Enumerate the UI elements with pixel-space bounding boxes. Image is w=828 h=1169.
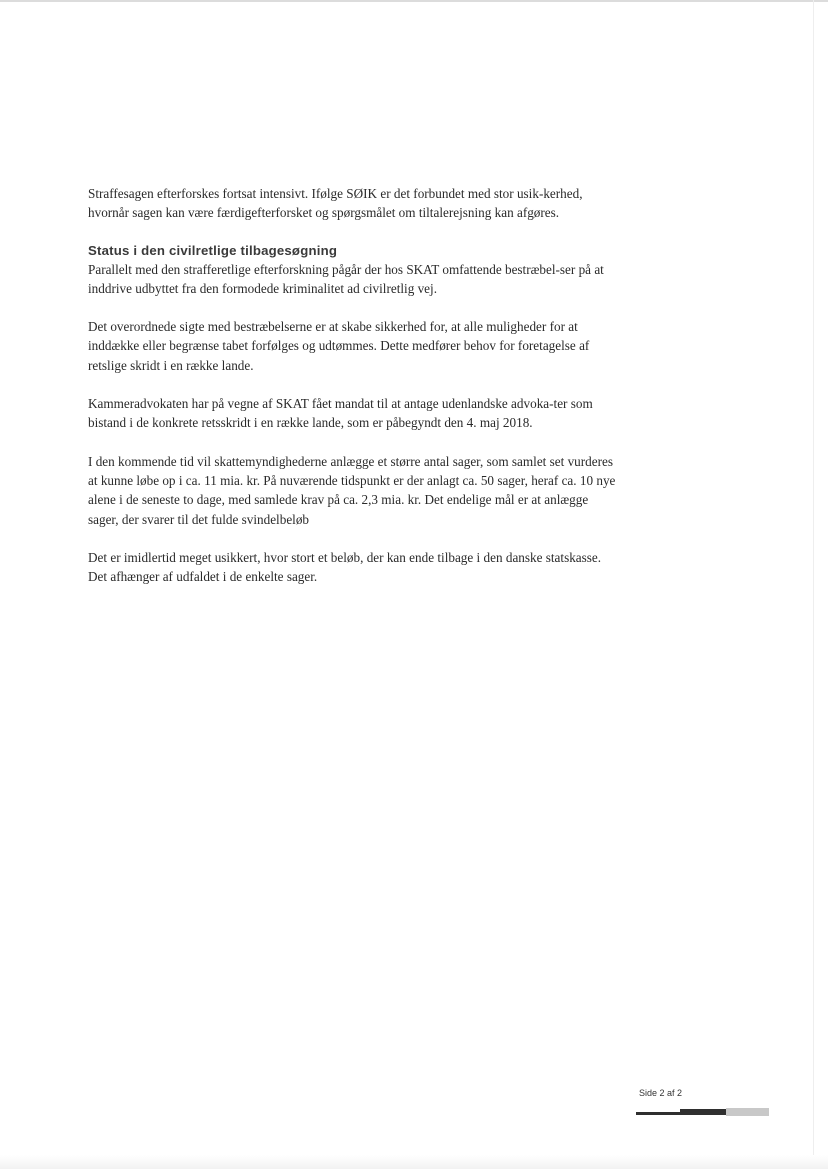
footer-bar-dark-segment-thick xyxy=(680,1109,726,1115)
footer-bar-grey-segment xyxy=(726,1108,769,1116)
paragraph-intro: Straffesagen efterforskes fortsat intensivt. Ifølge SØIK er det forbundet med stor usik-kerhed, hvornår sagen kan være færdigefterforsket og spørgsmålet om tiltalerejsning kan afgøres. xyxy=(88,186,583,221)
page-number: Side 2 af 2 xyxy=(639,1088,683,1098)
page-right-edge xyxy=(813,0,814,1169)
page-bottom-shade xyxy=(0,1155,828,1169)
paragraph: Det er imidlertid meget usikkert, hvor stort et beløb, der kan ende tilbage i den danske statskasse. Det afhænger af udfaldet i de enkelte sager. xyxy=(88,549,602,585)
paragraph: Parallelt med den strafferetlige efterforskning pågår der hos SKAT omfattende bestræbel-ser på at inddrive udbyttet fra den formodede kriminalitet ad civilretlig vej. xyxy=(88,261,604,296)
section-heading: Status i den civilretlige tilbagesøgning xyxy=(88,242,338,258)
footer-decorative-bar xyxy=(636,1108,769,1116)
paragraph: Kammeradvokaten har på vegne af SKAT fået mandat til at antage udenlandske advoka-ter som bistand i de konkrete retsskridt i en række lande, som er påbegyndt den 4. maj 2018. xyxy=(88,396,593,431)
paragraph: Det overordnede sigte med bestræbelserne er at skabe sikkerhed for, at alle muligheder for at inddække eller begrænse tabet forfølges og udtømmes. Dette medfører behov for foretagelse af retslige skridt i en række lande. xyxy=(88,319,590,373)
page-top-edge xyxy=(0,0,828,2)
paragraph: I den kommende tid vil skattemyndighederne anlægge et større antal sager, som samlet set vurderes at kunne løbe op i ca. 11 mia. kr. På nuværende tidspunkt er der anlagt ca. 50 sager, heraf ca. 10 nye alene i de seneste to dage, med samlede krav på ca. 2,3 mia. kr. Det endelige mål er at anlægge sager, der svarer til det fulde svindelbeløb xyxy=(88,453,616,527)
document-body xyxy=(88,184,618,605)
